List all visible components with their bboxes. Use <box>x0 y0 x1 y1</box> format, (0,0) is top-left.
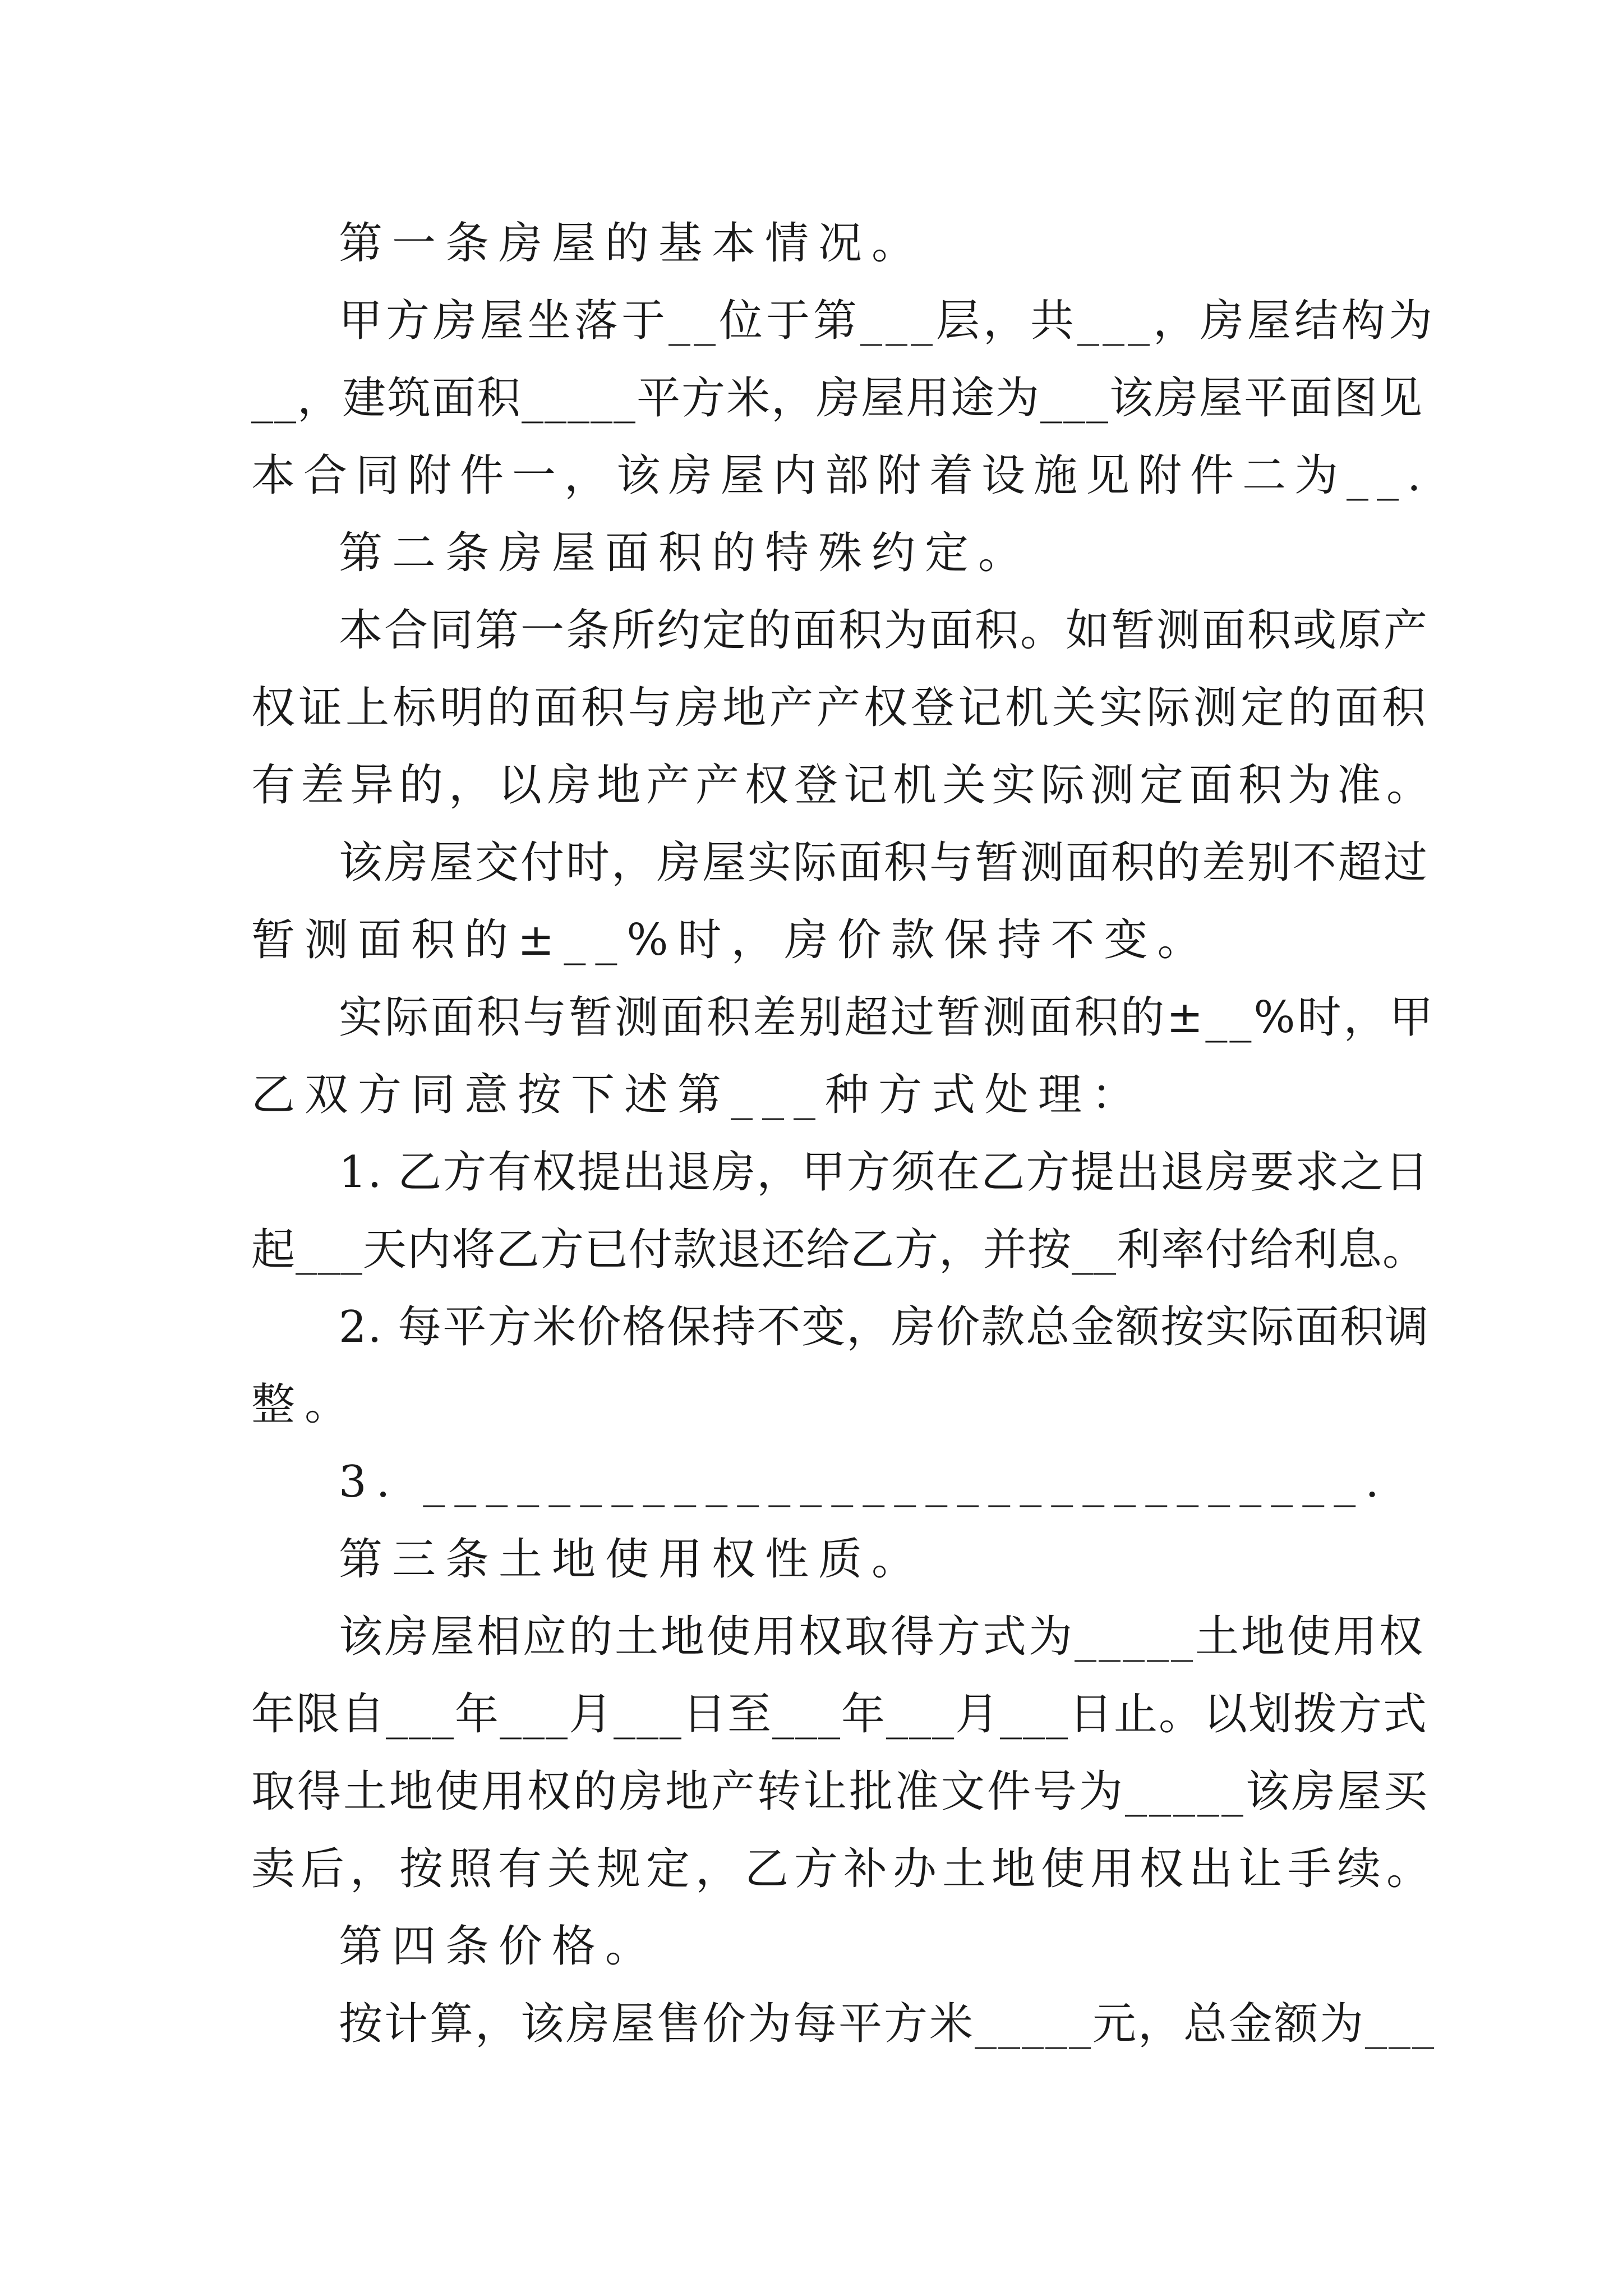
list-item-1-cont: 起___天内将乙方已付款退还给乙方，并按__利率付给利息。 <box>251 1225 1427 1275</box>
article-1-heading: 第一条房屋的基本情况。 <box>339 218 925 269</box>
paragraph-line: 该房屋交付时，房屋实际面积与暂测面积的差别不超过 <box>339 838 1430 888</box>
list-item-2: 2. 每平方米价格保持不变，房价款总金额按实际面积调 <box>339 1302 1430 1352</box>
paragraph-line: 取得土地使用权的房地产转让批准文件号为_____该房屋买 <box>251 1766 1430 1817</box>
article-3-heading: 第三条土地使用权性质。 <box>339 1534 925 1585</box>
list-item-3: 3. ______________________________. <box>339 1457 1389 1507</box>
paragraph-line: 本合同附件一，该房屋内部附着设施见附件二为__. <box>251 450 1430 501</box>
paragraph-line: 卖后，按照有关规定，乙方补办土地使用权出让手续。 <box>251 1844 1436 1894</box>
paragraph-line: 本合同第一条所约定的面积为面积。如暂测面积或原产 <box>339 605 1430 656</box>
paragraph-line: 有差异的，以房地产产权登记机关实际测定面积为准。 <box>251 760 1436 811</box>
article-4-heading: 第四条价格。 <box>339 1921 659 1972</box>
paragraph-line: 按计算，该房屋售价为每平方米_____元，总金额为___ <box>339 1999 1436 2049</box>
list-item-2-cont: 整。 <box>251 1379 358 1430</box>
paragraph-line: 年限自___年___月___日至___年___月___日止。以划拨方式 <box>251 1689 1428 1740</box>
paragraph-line: 乙双方同意按下述第___种方式处理： <box>251 1070 1145 1120</box>
paragraph-line: 暂测面积的±__%时，房价款保持不变。 <box>251 915 1211 965</box>
paragraph-line: 甲方房屋坐落于__位于第___层，共___，房屋结构为 <box>339 296 1436 346</box>
list-item-1: 1. 乙方有权提出退房，甲方须在乙方提出退房要求之日 <box>339 1147 1430 1198</box>
article-2-heading: 第二条房屋面积的特殊约定。 <box>339 528 1032 578</box>
paragraph-line: 该房屋相应的土地使用权取得方式为_____土地使用权 <box>339 1612 1426 1662</box>
paragraph-line: 实际面积与暂测面积差别超过暂测面积的±__%时，甲 <box>339 992 1436 1043</box>
paragraph-line: __，建筑面积_____平方米，房屋用途为___该房屋平面图见 <box>251 373 1424 424</box>
paragraph-line: 权证上标明的面积与房地产产权登记机关实际测定的面积 <box>251 683 1430 733</box>
